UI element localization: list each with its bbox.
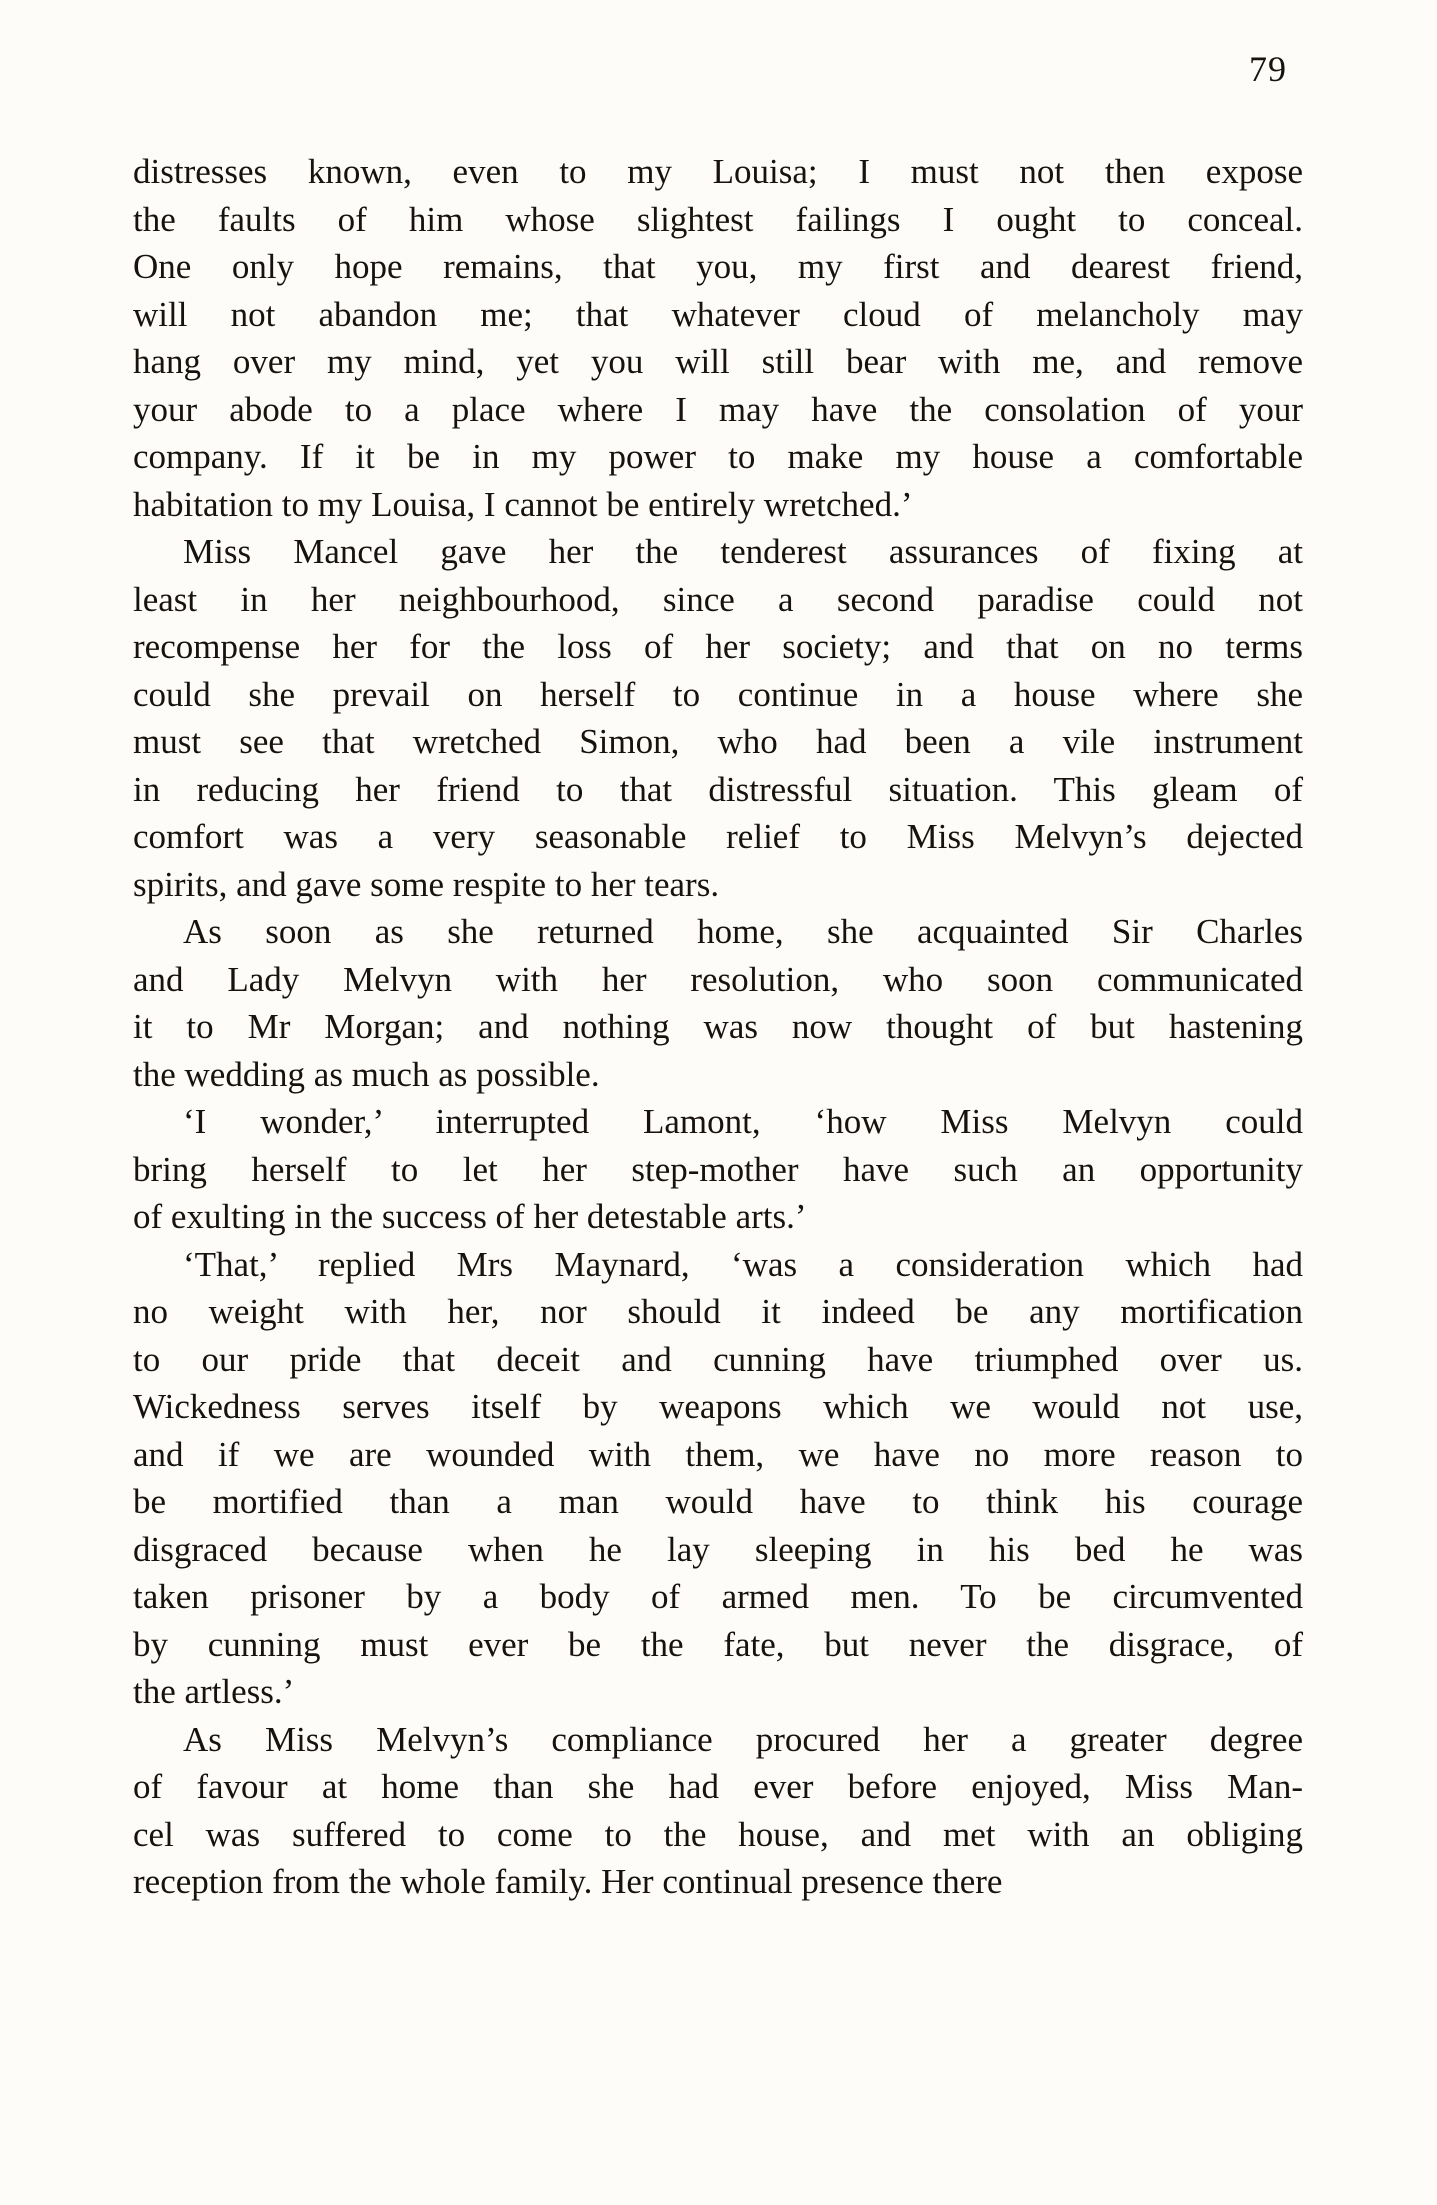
text-line: Miss Mancel gave her the tenderest assurances of fixing at [183, 532, 1303, 571]
text-line: ‘That,’ replied Mrs Maynard, ‘was a consideration which had [183, 1244, 1303, 1284]
text-line: no weight with her, nor should it indeed be any mortification [133, 1292, 1303, 1331]
text-line: the faults of him whose slightest failings I ought to conceal. [133, 199, 1303, 239]
paragraph [133, 148, 1303, 528]
text-line: disgraced because when he lay sleeping in his bed he was [133, 1529, 1303, 1569]
page-number: 79 [1249, 49, 1287, 89]
page-text-block [133, 148, 1303, 1906]
text-line: recompense her for the loss of her society; and that on no terms [133, 627, 1303, 666]
text-line: the wedding as much as possible. [133, 1054, 600, 1094]
text-line: must see that wretched Simon, who had been a vile instrument [133, 722, 1303, 761]
text-line: Wickedness serves itself by weapons which we would not use, [133, 1387, 1303, 1426]
paragraph [133, 908, 1303, 1098]
text-line: of favour at home than she had ever before enjoyed, Miss Man- [133, 1767, 1303, 1806]
text-line: cel was suffered to come to the house, and met with an obliging [133, 1814, 1303, 1854]
text-line: by cunning must ever be the fate, but never the disgrace, of [133, 1624, 1303, 1664]
text-line: comfort was a very seasonable relief to Miss Melvyn’s dejected [133, 817, 1303, 856]
text-line: in reducing her friend to that distressful situation. This gleam of [133, 769, 1303, 809]
text-line: As soon as she returned home, she acquainted Sir Charles [183, 912, 1303, 951]
text-line: company. If it be in my power to make my house a comfortable [133, 437, 1303, 476]
text-line: could she prevail on herself to continue in a house where she [133, 674, 1303, 714]
text-line: reception from the whole family. Her continual presence there [133, 1862, 1003, 1901]
text-line: spirits, and gave some respite to her tears. [133, 864, 720, 904]
text-line: As Miss Melvyn’s compliance procured her a greater degree [183, 1719, 1303, 1759]
text-line: hang over my mind, yet you will still bear with me, and remove [133, 342, 1303, 381]
text-line: taken prisoner by a body of armed men. To be circumvented [133, 1577, 1303, 1616]
text-line: distresses known, even to my Louisa; I must not then expose [133, 152, 1303, 191]
text-line: One only hope remains, that you, my first and dearest friend, [133, 247, 1303, 286]
text-line: your abode to a place where I may have the consolation of your [133, 389, 1303, 429]
text-line: and Lady Melvyn with her resolution, who soon communicated [133, 959, 1303, 999]
text-line: will not abandon me; that whatever cloud of melancholy may [133, 294, 1303, 334]
text-line: to our pride that deceit and cunning have triumphed over us. [133, 1339, 1303, 1379]
paragraph [133, 1098, 1303, 1241]
paragraph [133, 528, 1303, 908]
text-line: habitation to my Louisa, I cannot be entirely wretched.’ [133, 484, 913, 524]
text-line: bring herself to let her step-mother have such an opportunity [133, 1149, 1303, 1189]
text-line: ‘I wonder,’ interrupted Lamont, ‘how Miss Melvyn could [183, 1102, 1303, 1141]
text-line: least in her neighbourhood, since a second paradise could not [133, 579, 1303, 619]
text-line: be mortified than a man would have to think his courage [133, 1482, 1303, 1521]
text-line: it to Mr Morgan; and nothing was now thought of but hastening [133, 1007, 1303, 1046]
paragraph [133, 1241, 1303, 1716]
paragraph [133, 1716, 1303, 1906]
text-line: of exulting in the success of her detestable arts.’ [133, 1197, 807, 1236]
text-line: and if we are wounded with them, we have no more reason to [133, 1434, 1303, 1474]
text-line: the artless.’ [133, 1672, 295, 1711]
